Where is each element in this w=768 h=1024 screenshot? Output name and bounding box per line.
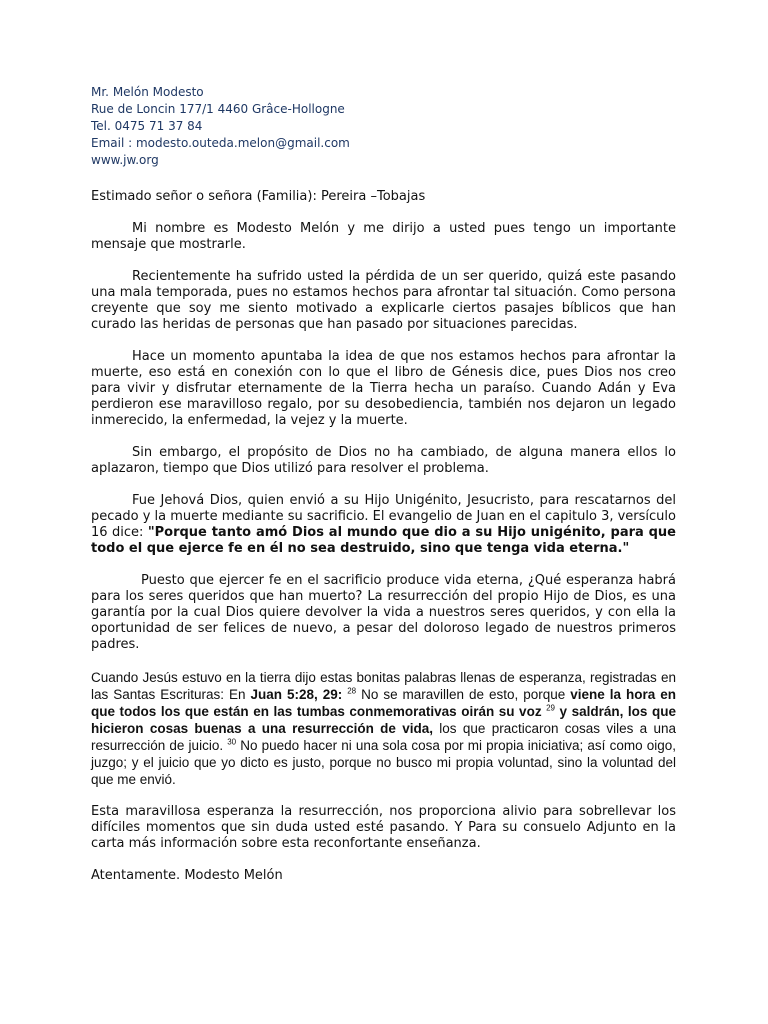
paragraph-hope: Esta maravillosa esperanza la resurrección, nos proporciona alivio para sobrellevar los difíciles momentos que sin duda usted esté pasando. Y Para su consuelo Adjunto en la carta más información sobre esta reconfortante enseñanza. <box>91 804 676 851</box>
sender-address: Rue de Loncin 177/1 4460 Grâce-Hollogne <box>91 102 345 116</box>
sender-name: Mr. Melón Modesto <box>91 85 204 99</box>
john-3-16-quote: "Porque tanto amó Dios al mundo que dio a su Hijo unigénito, para que todo el que ejerce fe en él no sea destruido, sino que tenga vida eterna." <box>91 525 676 556</box>
paragraph-genesis: Hace un momento apuntaba la idea de que nos estamos hechos para afrontar la muerte, eso está en conexión con lo que el libro de Génesis dice, pues Dios nos creo para vivir y disfrutar eternamente de la Tierra hecha un paraíso. Cuando Adán y Eva perdieron ese maravilloso regalo, por su desobediencia, también nos dejaron un legado inmerecido, la enfermedad, la vejez y la muerte. <box>91 349 676 428</box>
verse-29-bold: y saldrán, los que hicieron cosas buenas a una resurrección de vida, <box>91 704 676 736</box>
paragraph-john-3-16 <box>91 493 676 557</box>
paragraph-loss: Recientemente ha sufrido usted la pérdida de un ser querido, quizá este pasando una mala temporada, pues no estamos hechos para afrontar tal situación. Como persona creyente que soy me siento motivado a explicarle ciertos pasajes bíblicos que han curado las heridas de personas que han pasado por situaciones parecidas. <box>91 269 676 332</box>
paragraph-intro: Mi nombre es Modesto Melón y me dirijo a usted pues tengo un importante mensaje que mostrarle. <box>91 221 676 252</box>
verse-30: No puedo hacer ni una sola cosa por mi propia iniciativa; así como oigo, juzgo; y el juicio que yo dicto es justo, porque no busco mi propia voluntad, sino la voluntad del que me envió. <box>91 738 676 787</box>
verse-number-30: 30 <box>227 737 237 747</box>
sender-email: Email : modesto.outeda.melon@gmail.com <box>91 136 350 150</box>
verse-28-start: No se maravillen de esto, porque <box>356 687 571 702</box>
verse-number-28: 28 <box>347 686 357 696</box>
closing-signature: Atentamente. Modesto Melón <box>91 868 283 883</box>
verse-number-29: 29 <box>546 703 556 713</box>
paragraph-resurrection: Puesto que ejercer fe en el sacrificio produce vida eterna, ¿Qué esperanza habrá para los seres queridos que han muerto? La resurrección del propio Hijo de Dios, es una garantía por la cual Dios quiere devolver la vida a nuestros seres queridos, y con ella la oportunidad de ser felices de nuevo, a pesar del doloroso legado de nuestros primeros padres. <box>91 573 676 652</box>
sender-phone: Tel. 0475 71 37 84 <box>91 119 203 133</box>
john-5-reference: Juan 5:28, 29: <box>250 687 343 702</box>
paragraph-john-5-28 <box>91 669 676 788</box>
letter-body <box>91 189 676 884</box>
paragraph-john-3-16-text: Fue Jehová Dios, quien envió a su Hijo Unigénito, Jesucristo, para rescatarnos del pecado y la muerte mediante su sacrificio. El evangelio de Juan en el capitulo 3, versículo 16 dice: <box>91 493 676 540</box>
sender-website: www.jw.org <box>91 153 159 167</box>
sender-block <box>91 84 676 169</box>
paragraph-purpose: Sin embargo, el propósito de Dios no ha cambiado, de alguna manera ellos lo aplazaron, tiempo que Dios utilizó para resolver el problema. <box>91 445 676 476</box>
verse-28-bold: viene la hora en que todos los que están en las tumbas conmemorativas oirán su voz <box>91 687 676 719</box>
john-5-intro: Cuando Jesús estuvo en la tierra dijo estas bonitas palabras llenas de esperanza, registradas en las Santas Escrituras: En <box>91 670 676 702</box>
verse-29-end: los que practicaron cosas viles a una resurrección de juicio. <box>91 721 676 753</box>
greeting: Estimado señor o señora (Familia): Pereira –Tobajas <box>91 189 426 204</box>
